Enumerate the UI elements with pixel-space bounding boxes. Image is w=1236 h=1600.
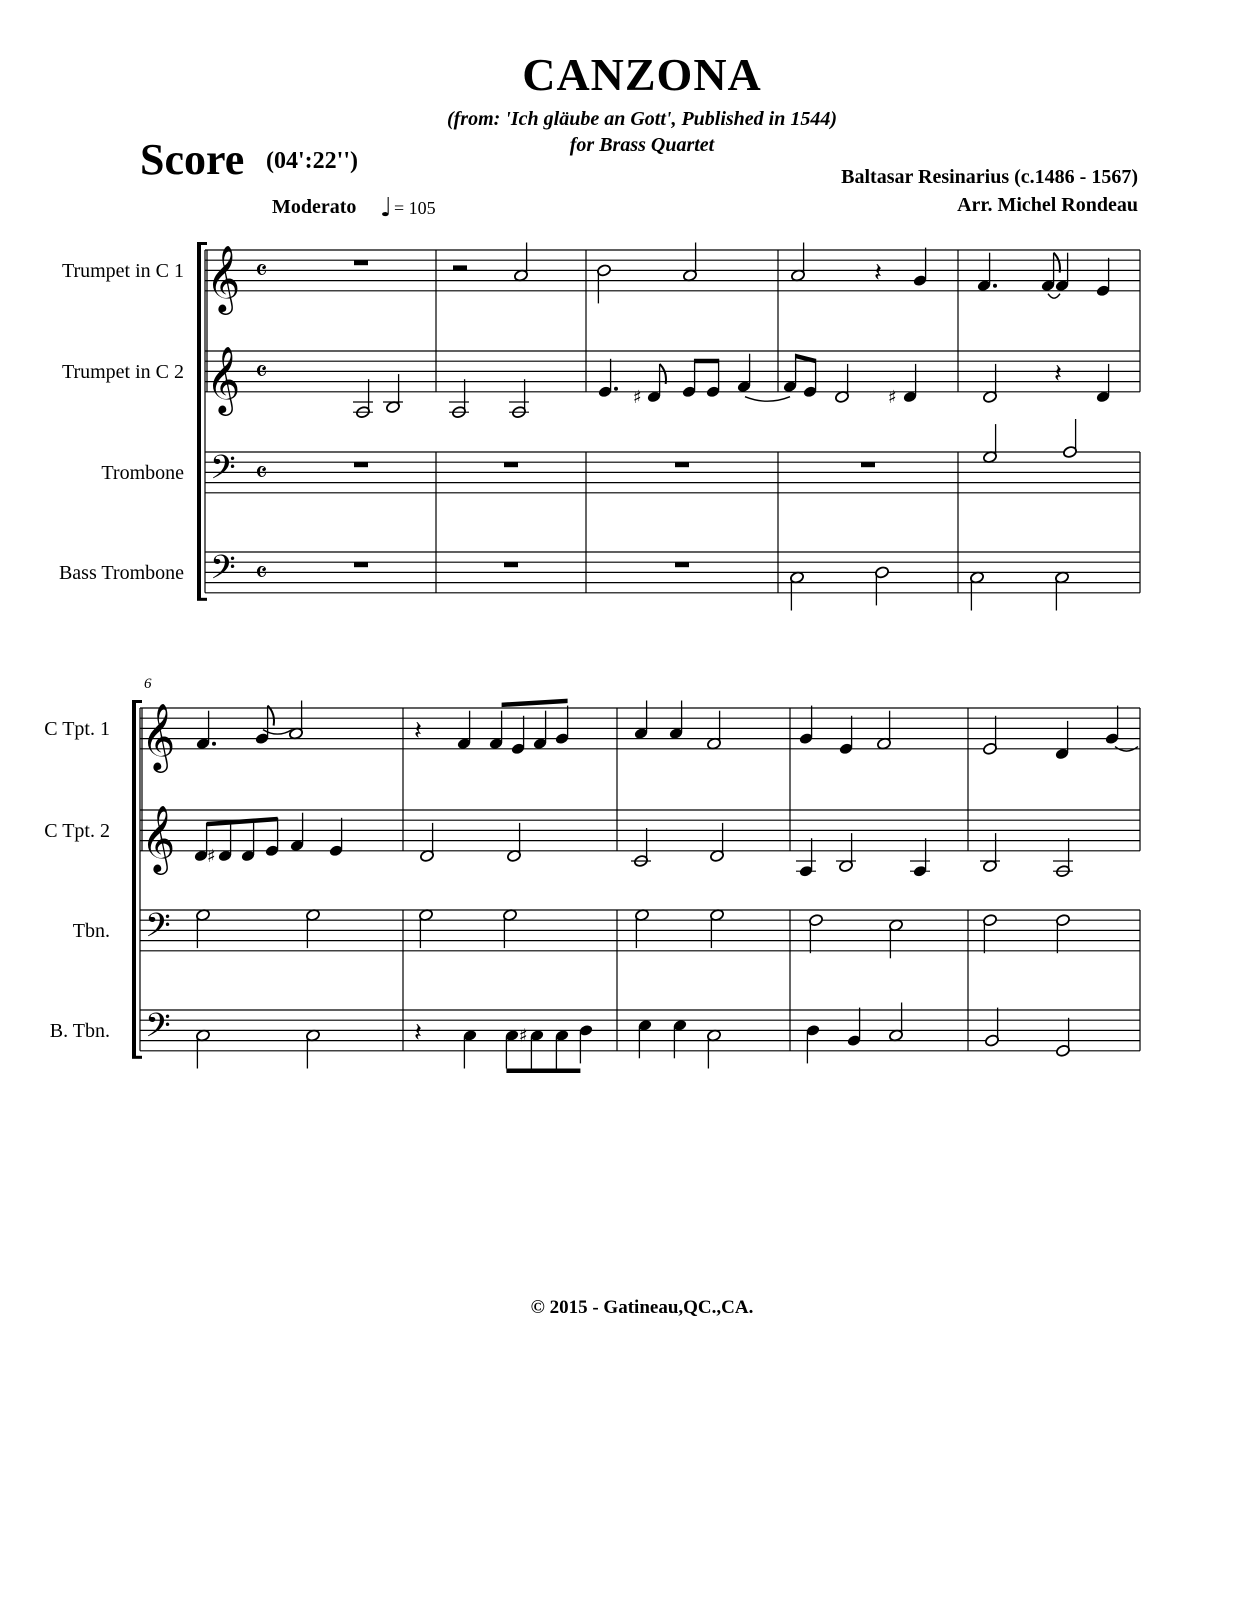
composer-credit: Baltasar Resinarius (c.1486 - 1567) xyxy=(841,166,1138,188)
whole-rest xyxy=(861,462,875,467)
whole-rest xyxy=(354,260,368,265)
note-dot xyxy=(212,742,216,746)
whole-rest xyxy=(354,462,368,467)
instrument-abbrev-trumpet-1: C Tpt. 1 xyxy=(44,718,110,740)
whole-rest xyxy=(504,562,518,567)
beam xyxy=(502,699,568,708)
system-bracket xyxy=(132,700,136,1059)
system-bracket xyxy=(197,242,201,601)
instrument-abbrev-trombone: Tbn. xyxy=(72,920,110,942)
bass-clef: 𝄢 xyxy=(210,549,236,595)
whole-rest xyxy=(675,462,689,467)
common-time: 𝄴 xyxy=(255,355,268,388)
beam xyxy=(796,354,816,364)
measure-number: 6 xyxy=(144,676,152,692)
treble-clef: 𝄞 xyxy=(141,804,176,872)
whole-rest xyxy=(675,562,689,567)
common-time: 𝄴 xyxy=(255,456,268,489)
instrument-abbrev-trumpet-2: C Tpt. 2 xyxy=(44,820,110,842)
common-time: 𝄴 xyxy=(255,254,268,287)
whole-rest xyxy=(354,562,368,567)
beam xyxy=(207,817,278,827)
treble-clef: 𝄞 xyxy=(141,702,176,770)
sharp-sign: ♯ xyxy=(633,386,642,408)
tie xyxy=(1048,294,1060,299)
common-time: 𝄴 xyxy=(255,556,268,589)
sharp-sign: ♯ xyxy=(519,1025,528,1047)
instrument-abbrev-bass-trombone: B. Tbn. xyxy=(49,1020,110,1042)
tie xyxy=(745,397,790,402)
beam xyxy=(695,359,719,364)
instrument-name-trumpet-2: Trumpet in C 2 xyxy=(61,361,184,383)
half-rest xyxy=(453,265,467,270)
score-subtitle-ensemble: for Brass Quartet xyxy=(569,134,715,156)
copyright-footer: © 2015 - Gatineau,QC.,CA. xyxy=(530,1297,754,1318)
instrument-name-bass-trombone: Bass Trombone xyxy=(58,562,184,584)
treble-clef: 𝄞 xyxy=(206,244,241,312)
note-flag xyxy=(1054,253,1060,273)
sharp-sign: ♯ xyxy=(207,845,216,867)
tempo-marking: Moderato xyxy=(272,196,357,218)
instrument-name-trombone: Trombone xyxy=(101,462,184,484)
tempo-value: = 105 xyxy=(394,198,436,218)
sharp-sign: ♯ xyxy=(888,386,897,408)
tempo-quarter-note: ♩ xyxy=(380,193,393,223)
score-title: CANZONA xyxy=(522,49,762,100)
score-subtitle: (from: 'Ich gläube an Gott', Published in 1544) xyxy=(446,108,838,130)
whole-rest xyxy=(504,462,518,467)
quarter-rest: 𝄽 xyxy=(414,716,422,746)
treble-clef: 𝄞 xyxy=(206,345,241,413)
bracket-hook xyxy=(136,1056,142,1059)
note-dot xyxy=(993,284,997,288)
score-duration: (04':22'') xyxy=(266,148,358,174)
quarter-rest: 𝄽 xyxy=(414,1018,422,1048)
bass-clef: 𝄢 xyxy=(145,907,171,953)
score-label: Score xyxy=(140,135,245,184)
quarter-rest: 𝄽 xyxy=(1054,359,1062,389)
bass-clef: 𝄢 xyxy=(145,1007,171,1053)
instrument-name-trumpet-1: Trumpet in C 1 xyxy=(61,260,184,282)
bracket-hook xyxy=(201,598,207,601)
note-dot xyxy=(614,387,618,391)
quarter-rest: 𝄽 xyxy=(874,258,882,288)
bass-clef: 𝄢 xyxy=(210,449,236,495)
arranger-credit: Arr. Michel Rondeau xyxy=(957,194,1138,216)
note-flag xyxy=(660,364,666,384)
beam xyxy=(506,1069,580,1074)
